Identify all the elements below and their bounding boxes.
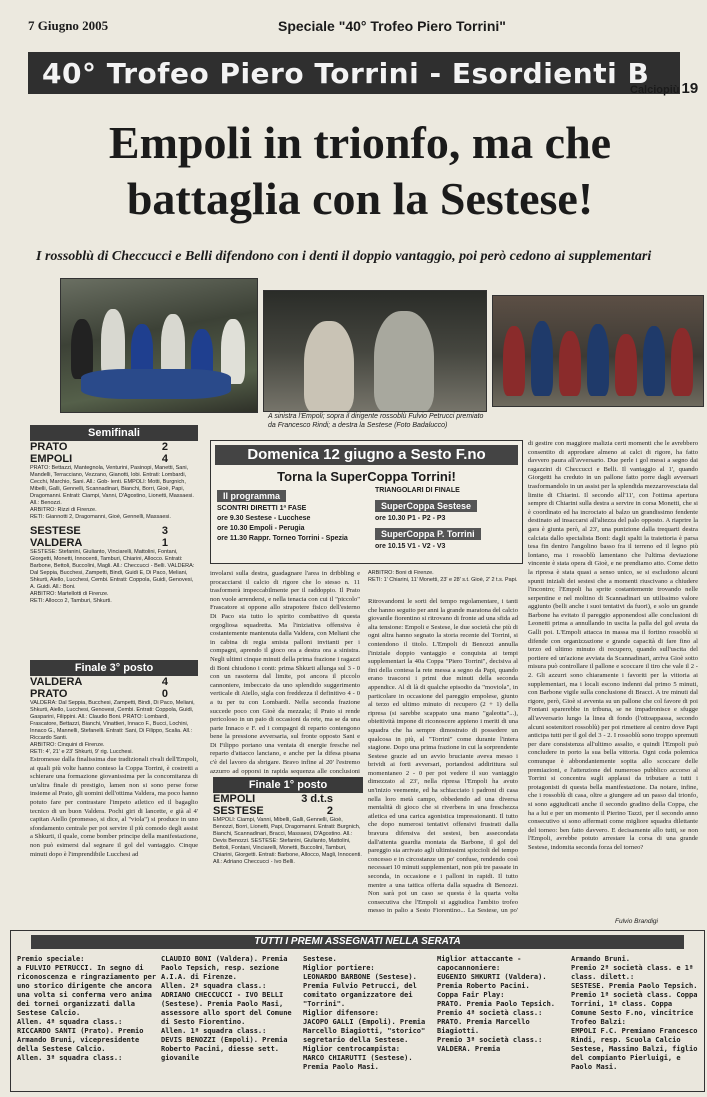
prizes-title: TUTTI I PREMI ASSEGNATI NELLA SERATA xyxy=(31,935,684,949)
article-column-1: involarsi sulla destra, guadagnare l'area in dribbling e procacciarsi il calcio di rigore che lo stesso n. 11 trasformerà impeccabilmente per il raddoppio. Il Prato non vuole arrendersi, e nella tenacia con cui il "piccolo" Frascatore si oppone allo strapotere fisico dell'esterno Di Paco sta tutto lo spirito combattivo di questa orgogliosa squadretta. Ma l'iniziativa offensiva è costantemente mantenuta dalla Valdera, con Meliani che in cabina di regia smista palloni invitanti per i compagni, aprendo il gioco ora a destra ora a sinistra. Negli ultimi cinque minuti della prima frazione i ragazzi di Boni chiudono i conti: prima Shkurti allunga sul 3 - 0 con un rasoterra dal limite, poi ancora il piccolo cannoniere, imbeccato da uno splendido suggerimento verticale di Aiello, sigla con freddezza il definitivo 4 - 0 a tu per tu con Lombardi. Nella seconda frazione succede poco con Gioè da mezzala; il Prato si rende pericoloso in un paio di occasioni da rete, ma se da una parte Innaco e F. ed i compagni di reparto contengono bene la pressione avversaria, sul fronte opposto Sani e Di Filippo portano una ventata di energie fresche nel reparto d'attacco lanciano, e anche per la difesa pisana c'è del lavoro da sbrigare. Bravo infine al 20' l'estremo azzurro ad opporsi in rapida sequenza alle conclusioni xyxy=(210,570,360,775)
finale3-reti: RETI: 4', 21' e 23' Shkurti, 9' rig. Lucchesi. xyxy=(30,749,133,755)
page-header xyxy=(28,16,678,36)
prizes-column-5: Armando Bruni. Premio 2ª società class. e 1ª class. dilett.: SESTESE. Premia Paolo Tepsich. Premio 1ª società class. Coppa Torrini, 1ª class. Coppa Comune Sesto F.no, vincitrice Trofeo Balzi: EMPOLI F.C. Premiano Francesco Rindi, resp. Scuola Calcio Sestese, Massimo Balzi, figlio del compianto Pierluigi, e Paolo Masi. xyxy=(571,955,698,1071)
photo-sestese-team xyxy=(492,295,704,407)
photo-award-ceremony xyxy=(263,290,487,412)
finale1-details xyxy=(368,570,518,584)
semi1-arbitro: ARBITRO: Rizzi di Firenze. xyxy=(30,507,97,513)
prizes-box xyxy=(10,930,705,1092)
article-column-2: Ritrovandomi le sorti del tempo regolamentare, i tanti che hanno seguito per anni la grande maratona del calcio giovanile fiorentino si ritrovano di fronte ad una sfida ad alta tensione: Empoli e Sestese, le due società che più di ogni altra hanno segnato la storia recente del Torrini, si contendono il titolo. L'Empoli di Benozzi annulla l'iniziale doppio vantaggio e conquista ai tempi supplementari la 40a Coppa "Piero Torrini", decisiva al fini della contesa la rete messa a segno da Papi, quando erano trascorsi i primi due minuti della seconda appendice. Al di là di qualche episodio da "moviola", in particolare in occasione del pareggio empolese, giunto al terzo ed ultimo minuto di recupero (2 + 1) della ripresa (si sarebbe scappato una mano "galeotta"...), obiettività impone di riconoscere appieno i meriti di una squadra che ha sempre dimostrato di possedere un qualcosa in più, al "Torrini" come durante l'intera stagione. Dopo una prima frazione in cui la sorprendente Sestese grazie ad un avvio bruciante aveva messo i brividi ai forti avversari, portandosi addirittura sul momentaneo 2 - 0 per poi vedere il suo vantaggio dimezzato al 23', nella ripresa l'Empoli ha avuto un'inizio veemente, ed ha schiacciato i padroni di casa nella loro metà campo, obbedendo ad una diversa mentalità di gioco che si riverbera in una freschezza atletica ed una carica agonistica impressionanti. Il tutto che dopo numerosi tentativi offensivi frustrati dalla bravura difensiva dei sestesi, ben assecondata dall'attenta guardia montata da Barbone, il gol del pareggio sia arrivato agli ultimissimi spiccioli del tempo concesso e in circostanze un po' confuse, rendendo così necessari 10 minuti supplementari, non più tre passate in seconda, in occasione e i palloni in rapidi. Il tutto mentre a una tattica offerta dalla squadra di Benozzi. Non sarà poi un caso se questa è la quarta volta consecutiva che l'Empoli si aggiudica l'ambito trofeo messo in palio a Sesto Fiorentino... La Sestese, un po' xyxy=(368,598,518,915)
page-number-value: 19 xyxy=(681,80,699,97)
prizes-column-1: Premio speciale: a FULVIO PETRUCCI. In segno di riconoscenza e ringraziamento per uno storico dirigente che ancora una volta si conferma vero anima dei tornei organizzati dalla Sestese Calcio. Allen. 4ª squadra class.: RICCARDO SANTI (Prato). Premio Armando Bruni, vicepresidente della Sestese Calcio. Allen. 3ª squadra class.: xyxy=(17,955,157,1062)
finale3-row-b: PRATO 0 xyxy=(30,688,168,700)
finale3-row-a: VALDERA 4 xyxy=(30,676,168,688)
article-subhead: I rossoblù di Checcucci e Belli difendono con i denti il doppio vantaggio, poi però cedono ai supplementari xyxy=(36,249,652,264)
page-label: Calciopiù xyxy=(630,84,680,96)
supercoppa-advert xyxy=(210,440,523,564)
photo-empoli-team xyxy=(60,278,258,413)
prizes-column-3: Sestese. Miglior portiere: LEONARDO BARBONE (Sestese). Premia Fulvio Petrucci, del comitato organizzatore dei "Torrini". Miglior difensore: JACOPO GALLI (Empoli). Premia Marcello Biagiotti, "storico" segretario della Sestese. Miglior centrocampista: MARCO CHIARUTTI (Sestese). Premia Paolo Masi. xyxy=(303,955,426,1071)
semi2-arbitro: ARBITRO: Martellotti di Firenze. xyxy=(30,591,109,597)
finale1-row-a: EMPOLI 3 d.t.s xyxy=(213,793,333,805)
band-title: 40° Trofeo Piero Torrini - Esordienti B xyxy=(42,56,650,90)
advert-triangolari: TRIANGOLARI DI FINALE xyxy=(375,487,460,494)
finale3-title: Finale 3° posto xyxy=(30,660,198,676)
finale3-report: Estromesse dalla finalissima due tradizionali rivali dell'Empoli, ai quali più volte hanno conteso la Coppa Torrini, è costretti a schierare una formazione giovanissima per la concomitanza di un'altra finale di prestigio, lamen non si sono perse forse insieme al Prato, gli uomini dell'ottima Valdera, ma poco hanno potuto fare per contrastare l'impeto atletico ed il bagaglio tecnico di un buon Valdera. Pochi giri di lancette, e già al 4' capitan Aiello (promesso, si dice, al "viola") si produce in uno sfondamento centrale per poi servire il più comodo degli assist a Shkurti, il quale, come bomber principe della manifestazione, non può esimersi dal segnare il gol del vantaggio. Cinque minuti dopo è l'imprendibile Lucchesi ad xyxy=(30,756,198,858)
finale3-lineups: VALDERA: Dal Seppia, Bucchesi, Zampetti, Bindi, Di Paco, Meliani, Shkurti, Aiello, Lucchesi, Genovesi, Cembi. Entrati: Coppola, Guidi, Gasparini, Filippini. All.: Claudio Boni. PRATO: Lombardi, Frascatore, Bettazzi, Bianchi, Vinattieri, Innaco F., Bucci, Lochini, Innaco G., Mannelli, Stefanelli. Entrati: Sani, Di Filippo, Scalia. All.: Riccardo Santi. xyxy=(30,700,195,741)
article-headline xyxy=(40,115,680,227)
semi2-row-a: SESTESE 3 xyxy=(30,525,168,537)
advert-line-3: ore 11.30 Rappr. Torneo Torrini - Spezia xyxy=(217,535,348,542)
advert-line-1: ore 9.30 Sestese - Lucchese xyxy=(217,515,311,522)
advert-sc-torrini: SuperCoppa P. Torrini xyxy=(375,528,481,540)
semifinali-box xyxy=(30,425,198,605)
headline-line-2: battaglia con la Sestese! xyxy=(126,173,594,224)
advert-title: Domenica 12 giugno a Sesto F.no xyxy=(215,445,518,465)
title-band xyxy=(28,52,680,94)
finale1-row-b: SESTESE 2 xyxy=(213,805,333,817)
semifinali-title: Semifinali xyxy=(30,425,198,441)
issue-date: 7 Giugno 2005 xyxy=(28,18,109,33)
finale1-arbitro: ARBITRO: Boni di Firenze. xyxy=(368,570,434,576)
advert-programma: Il programma xyxy=(217,490,286,502)
semi2-lineups: SESTESE: Stefanini, Giulianto, Vinciarelli, Mattolini, Fontani, Giorgetti, Monetti, Innocenti, Tamburi, Chiarini, Allocco. Entrati: Barbone, Bettoli, Buccolini, Magli. All.: Checcucci - Belli. VALDERA: Dal Seppia, Bucchesi, Zampetti, Bindi, Guidi E, Di Paco, Meliani, Shkurti, Aiello, Lucchesi, Cembi. Entrati: Coppola, Guidi, Genovesi, A. Guidi. All.: Boni. xyxy=(30,549,195,590)
semi1-row-a: PRATO 2 xyxy=(30,441,168,453)
photo-caption: A sinistra l'Empoli; sopra il dirigente rossoblù Fulvio Petrucci premiato da Francesco Rindi; a destra la Sestese (Foto Badalucco) xyxy=(268,413,484,429)
section-title: Speciale "40° Trofeo Piero Torrini" xyxy=(278,18,506,34)
semi1-reti: RETI: Giannotti 2, Dragomanni, Gioè, Gennelli, Massaesi. xyxy=(30,514,171,520)
advert-sc-sestese-line: ore 10.30 P1 - P2 - P3 xyxy=(375,515,446,522)
finale1-lineups: EMPOLI: Ciampi, Vanni, Mibelli, Galli, Gennelli, Gioè, Benozzi, Borri, Lionetti, Papi, Dragomanni. Entrati: Burgnich, Bianchi, Scannadinari, Bracci, Massaesi, D'Agostino. All.: Devis Benozzi. SESTESE: Stefanini, Giulianto, Mattolini, Bettoli, Fontani, Vinciarelli, Monetti, Buccolini, Tamburi, Chiarini, Giorgetti. Entrati: Barbone, Allocco, Magli, Innocenti. All.: Adriano Checcucci - Ivo Belli. xyxy=(213,817,362,865)
finale3-arbitro: ARBITRO: Cinquini di Firenze. xyxy=(30,742,105,748)
semi2-row-b: VALDERA 1 xyxy=(30,537,168,549)
headline-line-1: Empoli in trionfo, ma che xyxy=(108,117,612,168)
article-column-3: di gestire con maggiore malizia certi momenti che le avrebbero consentito di approdare almeno ai calci di rigore, ha fatto davvero paura all'avversario. Due perle i gol messi a segno dai ragazzini di Checcucci e Belli. Il vantaggio al 1', quando Giorgetti ha creduto in un pallone fatto porre dagli avversari trasformandolo in un assist per la splendida mezzarovesciata dal limite di Chiarini. Il secondo all'11', con l'ottima apertura sempre di Chiarini sulla destra a servire in corsa Monetti, che si è coordinato ed ha incrociato al balzo un grandissimo fendente destinato ad insaccarsi all'altezza del palo opposto. A riaprire la gara è giunta però, al 23', una punizione dalla trequarti destra calciata dallo specialista Boni: dagli spalti la traiettoria è parsa tesa fin dentro l'angolino basso fra il terreno ed il legno più lontano, ma i rossoblù lamentano che l'ultima deviazione vincente è stata opera di Gioè, e ne prendiamo atto. Come detto la ripresa è stata quasi a senso unico, se si escludono alcuni spunti iniziali dei sestesi che a momenti riuscivano a chiudere l'incontro; l'Empoli ha sprite costantemente trovando nelle serpentine e nel moltino di Scannadinari un utilissimo valore aggiunto (belli anche i suoi tentativi da fuori), e solo un grande Barbone ha evitato il pareggio apponendosi alle conclusioni di Leonetti prima a annullando in uscita la palla del gol avuta da Galli poi. L'Empoli attacca in massa ma il fortino rossoblù si difende con organizzazione e grande capacità di fare fino al terzo ed ultimo minuto di recupero, quando sull'uscita del portiere ed un'azione avviata da Scannadinari, arriva Gioè sotto misura può controllare il pallone e scoccare il tiro che vale il 2 - 2. Gli azzurri sono chiaramente i favoriti per la vittoria ai supplementari, ma i locali escono indenni dal primo 5 minuti, con Barbone vigile sulla conclusione di Bracci. A tre minuti dal rigore, però, Gioè si avventa su un pallone che col favore di poi Fontani sparerebbe in tribuna, se ne impadronisce e sfugge all'avversario lungo la linea di fondo (l'ottoappassa, secondo alcuni sostenitori rossoblù) per poi rimettere al centro dove Papi anticipa tutti per il gol del 3 - 2. I rossoblù sono troppo spremuti per dare consistenza all'ultimo assalto, e quindi l'Empoli può concludere in porto la sua bella vittoria. Ogni coda polemica comunque è abbondantemente sopita allo scoccare delle premiazioni, e l'attenzione del numeroso pubblico accorso al Torrini si concentra sugli applausi da tributare a tutti i protagonisti di questa bella manifestazione. Da notare, infine, che i rossoblù di casa, oltre a giungere ad un passo dal trionfo, si sono aggiudicati anche il secondo gradino della Coppa, che ha a lui e per un momento il Pierino Tazzi, per il secondo anno consecutivo si sono affermati come migliore squadra dilettante del torneo: ben fatto davvero. E decisamente allo tutti, se non l'Empoli, avrebbe potuto arrestare la corsa di una grande Sestese, indomita seconda forza del torneo? xyxy=(528,440,698,851)
advert-scontri: SCONTRI DIRETTI 1ª FASE xyxy=(217,505,307,512)
semi1-row-b: EMPOLI 4 xyxy=(30,453,168,465)
advert-sc-sestese: SuperCoppa Sestese xyxy=(375,500,477,512)
article-byline: Fulvio Brandigi xyxy=(615,918,658,925)
semi2-reti: RETI: Allocco 2, Tamburi, Shkurti. xyxy=(30,598,112,604)
advert-line-2: ore 10.30 Empoli - Perugia xyxy=(217,525,305,532)
finale1-reti: RETI: 1' Chiarini, 11' Monetti, 23' e 28' s.t. Gioè, 2' 2 t.s. Papi. xyxy=(368,577,518,583)
finale1-title: Finale 1° posto xyxy=(213,777,363,793)
prizes-column-2: CLAUDIO BONI (Valdera). Premia Paolo Tepsich, resp. sezione A.I.A. di Firenze. Allen. 2ª squadra class.: ADRIANO CHECCUCCI - IVO BELLI (Sestese). Premia Paolo Masi, assessore allo sport del Comune di Sesto Fiorentino. Allen. 1ª squadra class.: DEVIS BENOZZI (Empoli). Premia Roberto Pacini, diesse sett. giovanile xyxy=(161,955,292,1062)
prizes-column-4: Miglior attaccante - capocannoniere: EUGENIO SHKURTI (Valdera). Premia Roberto Pacini. Coppa Fair Play: PRATO. Premia Paolo Tepsich. Premio 4ª società class.: PRATO. Premia Marcello Biagiotti. Premio 3ª società class.: VALDERA. Premia xyxy=(437,955,556,1053)
advert-sc-torrini-line: ore 10.15 V1 - V2 - V3 xyxy=(375,543,446,550)
advert-subtitle: Torna la SuperCoppa Torrini! xyxy=(277,469,456,484)
finale3-box xyxy=(30,660,198,871)
semi1-lineups: PRATO: Bettazzi, Mantegnola, Venturini, Pasinopi, Manetti, Sani, Mandelli, Terracciano, Vezzano, Gianotti, lobi. Entrati: Lombardi, Cecchi, Marchio, Sani. All.: Gob- lenti. EMPOLI: Motti, Burgnich, Mibelli, Galli, Gennelli, Scannadinari, Bianchi, Borri, Gioè, Papi, Dragomanni. Entrati: Ciampi, Vanni, D'Agostino, Lionetti, Massaesi. All.: Benozzi. xyxy=(30,465,194,506)
page-number xyxy=(630,80,698,97)
